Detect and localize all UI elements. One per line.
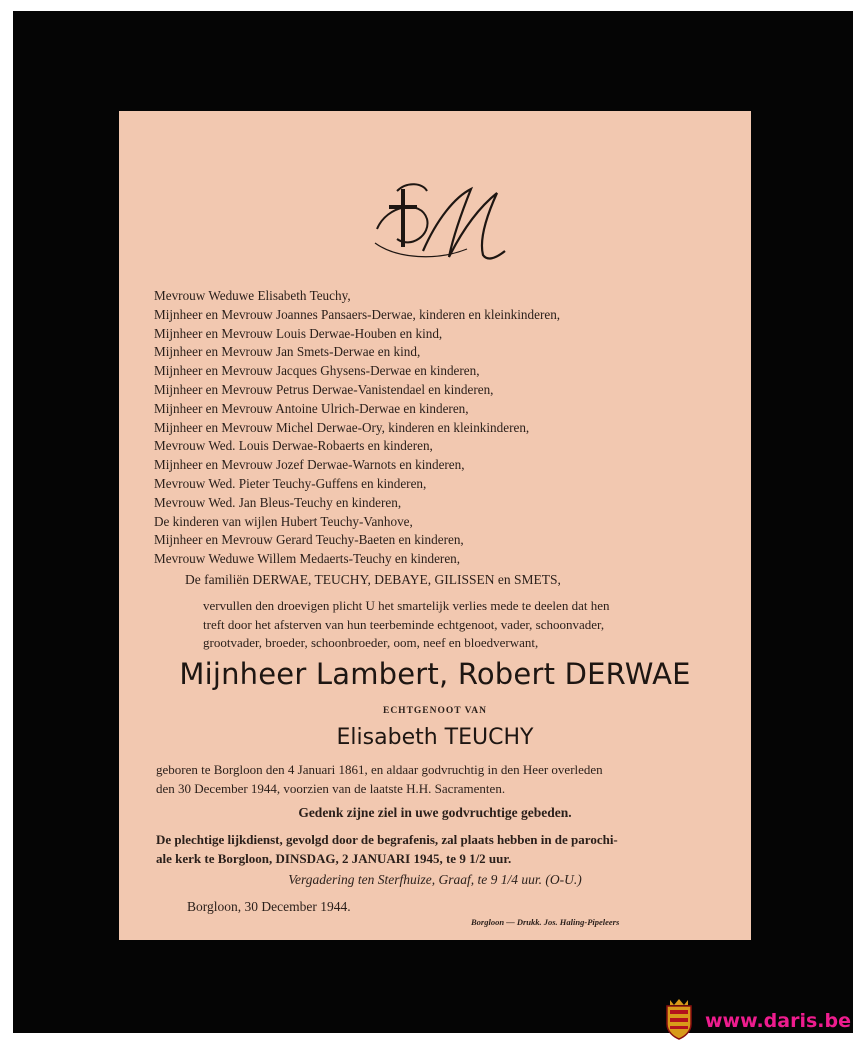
funeral-details — [156, 831, 746, 868]
announcement-line: grootvader, broeder, schoonbroeder, oom, neef en bloedverwant, — [203, 635, 539, 650]
details-line: den 30 December 1944, voorzien van de laatste H.H. Sacramenten. — [156, 780, 506, 796]
relative-line: Mijnheer en Mevrouw Gerard Teuchy-Baeten en kinderen, — [154, 532, 464, 548]
relative-line: De kinderen van wijlen Hubert Teuchy-Vanhove, — [154, 513, 413, 529]
relative-line: Mevrouw Weduwe Elisabeth Teuchy, — [154, 288, 351, 303]
relative-line: Mijnheer en Mevrouw Louis Derwae-Houben en kind, — [154, 325, 443, 341]
birth-death-details — [156, 761, 746, 798]
announcement-line: treft door het afsterven van hun teerbeminde echtgenoot, vader, schoonvader, — [203, 616, 605, 632]
spouse-name: Elisabeth TEUCHY — [336, 725, 534, 750]
relative-line: Mijnheer en Mevrouw Jacques Ghysens-Derwae en kinderen, — [154, 363, 480, 379]
place-date: Borgloon, 30 December 1944. — [187, 899, 351, 914]
funeral-line: ale kerk te Borgloon, DINSDAG, 2 JANUARI 1945, te 9 1/2 uur. — [156, 850, 512, 866]
crest-icon — [664, 998, 694, 1040]
gathering-note: Vergadering ten Sterfhuize, Graaf, te 9 1/4 uur. (O-U.) — [288, 872, 582, 887]
announcement-line: vervullen den droevigen plicht U het smartelijk verlies mede te deelen dat hen — [203, 598, 610, 613]
spouse-label: ECHTGENOOT VAN — [382, 706, 487, 716]
relative-line: Mevrouw Wed. Louis Derwae-Robaerts en kinderen, — [154, 438, 433, 454]
families-line: De familiën DERWAE, TEUCHY, DEBAYE, GILISSEN en SMETS, — [185, 572, 561, 587]
deceased-name: Mijnheer Lambert, Robert DERWAE — [179, 657, 691, 691]
death-notice-card — [119, 111, 751, 940]
relative-line: Mijnheer en Mevrouw Antoine Ulrich-Derwae en kinderen, — [154, 400, 469, 416]
relative-line: Mevrouw Wed. Jan Bleus-Teuchy en kinderen, — [154, 494, 402, 510]
relative-line: Mijnheer en Mevrouw Jan Smets-Derwae en kind, — [154, 344, 421, 360]
relative-line: Mevrouw Wed. Pieter Teuchy-Guffens en kinderen, — [154, 475, 427, 491]
details-line: geboren te Borgloon den 4 Januari 1861, en aldaar godvruchtig in den Heer overleden — [156, 762, 603, 777]
relatives-list — [154, 287, 744, 569]
relative-line: Mijnheer en Mevrouw Jozef Derwae-Warnots en kinderen, — [154, 457, 465, 473]
cross-monogram-icon — [367, 179, 517, 267]
relative-line: Mevrouw Weduwe Willem Medaerts-Teuchy en kinderen, — [154, 551, 461, 567]
relative-line: Mijnheer en Mevrouw Michel Derwae-Ory, kinderen en kleinkinderen, — [154, 419, 530, 435]
watermark: www.daris.be — [705, 1010, 851, 1032]
funeral-line: De plechtige lijkdienst, gevolgd door de begrafenis, zal plaats hebben in de parochi- — [156, 832, 618, 847]
prayer-request: Gedenk zijne ziel in uwe godvruchtige gebeden. — [298, 805, 572, 820]
announcement-text — [203, 597, 748, 653]
printer-credit: Borgloon — Drukk. Jos. Haling-Pipeleers — [471, 917, 620, 927]
relative-line: Mijnheer en Mevrouw Joannes Pansaers-Derwae, kinderen en kleinkinderen, — [154, 306, 561, 322]
relative-line: Mijnheer en Mevrouw Petrus Derwae-Vanistendael en kinderen, — [154, 381, 494, 397]
